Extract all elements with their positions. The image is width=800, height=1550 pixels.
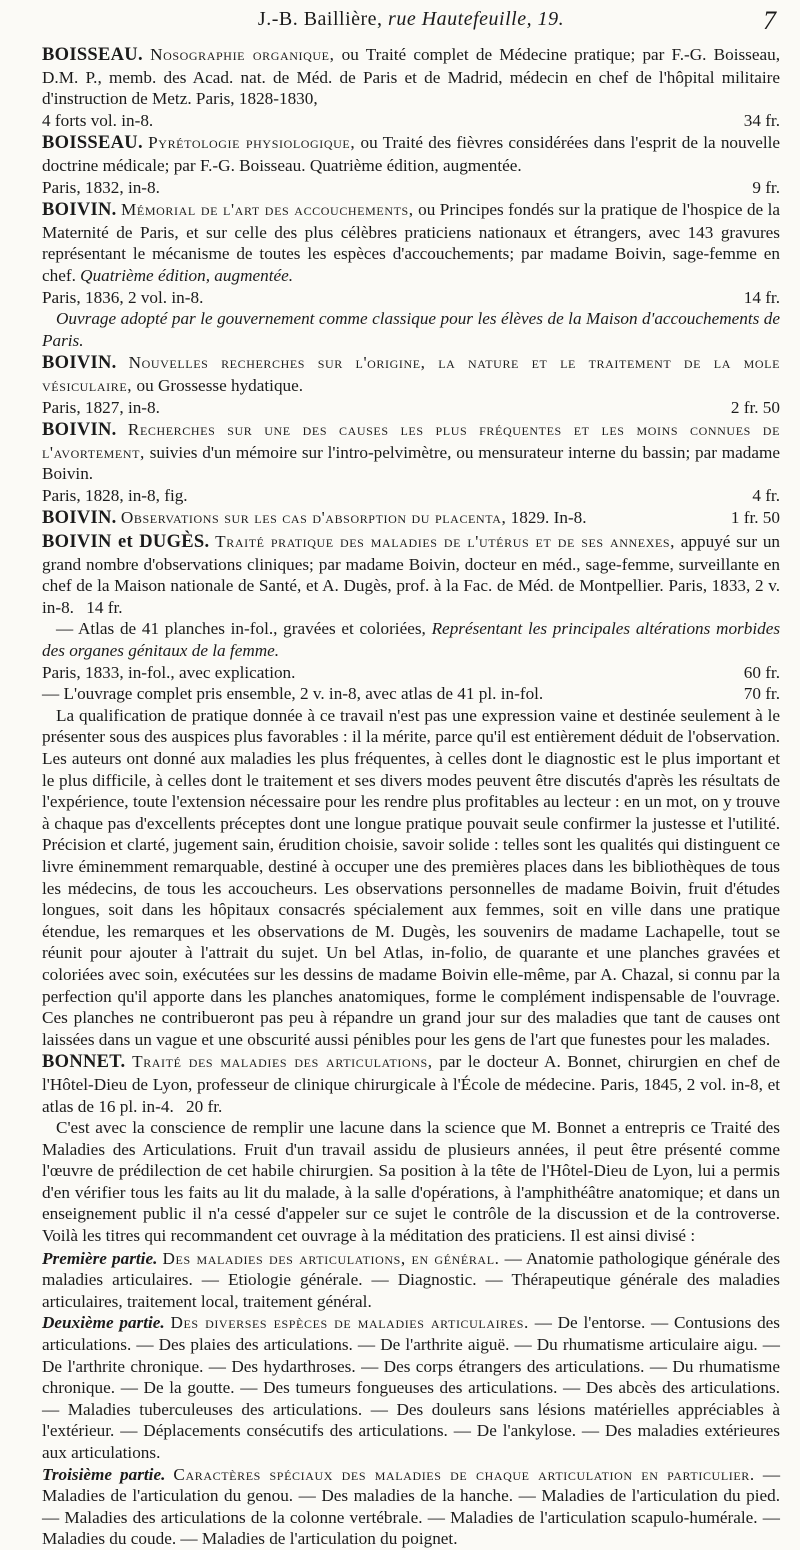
entry-author: BOIVIN. [42, 508, 117, 529]
catalog-entry [42, 352, 780, 418]
entry-title: Traité des maladies des articulations, [132, 1052, 433, 1072]
entry-price: 4 fr. [752, 485, 780, 505]
catalog-entry [42, 419, 780, 506]
entry-author: BOIVIN. [42, 420, 117, 441]
atlas-description: — Atlas de 41 planches in-fol., gravées et coloriées, [56, 619, 426, 639]
entry-remark: Ouvrage adopté par le gouvernement comme classique pour les élèves de la Maison d'accouchements de Paris. [42, 309, 780, 350]
entry-author: BONNET. [42, 1052, 126, 1073]
entry-price: 20 fr. [186, 1096, 223, 1116]
entry-edition: Quatrième édition, augmentée. [80, 265, 294, 285]
entry-description: ou Traité des fièvres considérées dans l'esprit de la nouvelle doctrine médicale; par F.-G. Boisseau. Quatrième édition, augmentée. [42, 133, 781, 175]
section-label: Troisième partie. [42, 1464, 166, 1484]
entry-title: Nosographie organique, [150, 45, 335, 64]
section-text: — De l'entorse. — Contusions des articulations. — Des plaies des articulations. — De l'arthrite aiguë. — Du rhumatisme articulaire aigu. — De l'arthrite chronique. — Des hydarthroses. — Des corps étrangers des articulations. — Du rhumatisme chronique. — De la goutte. — Des tumeurs fongueuses des articulations. — Des abcès des articulations. — Maladies tuberculeuses des articulations. — Des douleurs sans lésions matérielles appréciables à l'extérieur. — Déplacements consécutifs des articulations. — De l'ankylose. — Des maladies extérieures aux articulations. [42, 1313, 780, 1462]
entry-author: BOISSEAU. [42, 133, 143, 154]
section-label: Première partie. [42, 1248, 158, 1268]
entry-title: Mémorial de l'art des accouchements, [121, 200, 414, 220]
catalog-entry [42, 199, 780, 351]
entry-review-note: La qualification de pratique donnée à ce travail n'est pas une expression vaine et destinée seulement à le présenter sous des auspices plus favorables : il la mérite, parce qu'il est entièrement déduit de l'observation. Les auteurs ont donné aux maladies les plus fréquentes, à celles dont le diagnostic est le plus important et le plus difficile, à celles dont le traitement et ses divers modes peuvent être discutés d'après les résultats de l'expérience, toute l'extension nécessaire pour les rendre plus profitables au lecteur : en un mot, on y trouve à chaque pas d'excellents préceptes dont une longue pratique pouvait seule confirmer la justesse et l'utilité. Précision et clarté, jugement sain, érudition choisie, savoir solide : telles sont les qualités qui distinguent ce livre éminemment remarquable, destiné à occuper une des premières places dans les bibliothèques de tous les médecins, de tous les accoucheurs. Les observations personnelles de madame Boivin, fruit d'études longues, soit dans les hôpitaux consacrés spécialement aux femmes, soit en ville dans une pratique étendue, les remarques et les observations de M. Dugès, les souvenirs de madame Lachapelle, tout se réunit pour ajouter à l'attrait du sujet. Un bel Atlas, in-folio, de quarante et une planches gravées et coloriées avec soin, exécutées sur les dessins de madame Boivin elle-même, par A. Chazal, si connu par la perfection qu'il apporte dans les planches anatomiques, forme le complément indispensable de l'ouvrage. Ces planches ne contribueront pas peu à répandre un grand jour sur des maladies que tant de causes ont laissées dans un vague et une obscurité aussi pénibles pour les gens de l'art que funestes pour les malades. [42, 705, 780, 1049]
entry-price-line [42, 397, 780, 419]
entry-author: BOIVIN. [42, 200, 117, 221]
entry-format: Paris, 1832, in-8. [42, 177, 160, 197]
section-text: — Anatomie pathologique générale des maladies articulaires. — Etiologie générale. — Diagnostic. — Thérapeutique générale des maladies articulaires, traitement local, traitement général. [42, 1248, 781, 1311]
entry-price-line [42, 177, 780, 199]
entry-price: 2 fr. 50 [730, 397, 780, 417]
entry-price: 14 fr. [86, 597, 123, 617]
catalog-entry [42, 531, 780, 1050]
entry-author: BOIVIN et DUGÈS. [42, 532, 210, 553]
entry-review-note: C'est avec la conscience de remplir une lacune dans la science que M. Bonnet a entrepris ce Traité des Maladies des Articulations. Fruit d'un travail assidu de plusieurs années, il peut être présenté comme l'œuvre de prédilection de cet habile chirurgien. Sa position à la tête de l'Hôtel-Dieu de Lyon, lui a permis d'en vérifier tous les faits au lit du malade, à la salle d'opérations, à l'amphithéâtre anatomique; et dans un enseignement public il n'a cessé d'appeler sur ce sujet le contrôle de la discussion et de la controverse. Voilà les titres qui recommandent cet ouvrage à la méditation des praticiens. Il est ainsi divisé : [42, 1118, 780, 1246]
catalog-entry [42, 132, 780, 198]
section-heading: Des diverses espèces de maladies articulaires. [170, 1313, 529, 1333]
catalog-entry [42, 1051, 780, 1246]
atlas-title: Représentant les principales altérations morbides des organes génitaux de la femme. [42, 619, 781, 661]
contents-section [42, 1464, 780, 1550]
entry-title: Recherches sur une des causes les plus fréquentes et les moins connues de l'avortement, [42, 420, 780, 462]
entry-title: Pyrétologie physiologique, [148, 133, 356, 153]
complete-work-text: — L'ouvrage complet pris ensemble, 2 v. in-8, avec atlas de 41 pl. in-fol. [42, 684, 544, 704]
entry-description: ou Grossesse hydatique. [136, 375, 304, 395]
entry-price: 34 fr. [743, 110, 780, 130]
entry-format: Paris, 1827, in-8. [42, 397, 160, 417]
entry-title: Observations sur les cas d'absorption du placenta, [120, 508, 507, 528]
entry-format: 4 forts vol. in-8. [42, 110, 154, 130]
entry-price-line [42, 110, 780, 132]
entry-format: Paris, 1828, in-8, fig. [42, 485, 188, 505]
entry-price-line [42, 287, 780, 309]
entry-price: 1 fr. 50 [730, 508, 780, 528]
section-text: — Maladies de l'articulation du genou. — Des maladies de la hanche. — Maladies de l'articulation du pied. — Maladies des articulations de la colonne vertébrale. — Maladies de l'articulation scapulo-humérale. — Maladies du coude. — Maladies de l'articulation du poignet. [42, 1464, 780, 1549]
catalog-entry [42, 44, 780, 131]
entry-description: suivies d'un mémoire sur l'intro-pelvimètre, ou mensurateur interne du bassin; par madame Boivin. [42, 442, 780, 484]
entry-description: ou Principes fondés sur la pratique de l'hospice de la Maternité de Paris, et sur celle des plus célèbres praticiens nationaux et étrangers, avec 143 gravures représentant le mécanisme de toutes les espèces d'accouchements; par madame Boivin, sage-femme en chef. [42, 200, 781, 285]
complete-work-line [42, 683, 780, 705]
publisher-name: J.-B. Baillière, [257, 8, 383, 30]
contents-section [42, 1312, 780, 1463]
section-heading: Caractères spéciaux des maladies de chaque articulation en particulier. [173, 1464, 755, 1484]
entry-title: Nouvelles recherches sur l'origine, la nature et le traitement de la mole vésiculaire, [42, 353, 780, 395]
entry-author: BOIVIN. [42, 353, 117, 374]
entry-format: Paris, 1836, 2 vol. in-8. [42, 287, 204, 307]
entry-price: 9 fr. [752, 177, 780, 197]
entry-price-line [42, 507, 780, 530]
entry-price: 14 fr. [743, 287, 780, 307]
atlas-price: 60 fr. [743, 662, 780, 682]
atlas-price-line [42, 662, 780, 684]
entry-format: 1829. In-8. [510, 508, 587, 528]
complete-work-price: 70 fr. [743, 684, 780, 704]
page-header [42, 0, 780, 44]
contents-section [42, 1248, 780, 1313]
catalog-entry [42, 507, 780, 530]
atlas-format: Paris, 1833, in-fol., avec explication. [42, 662, 296, 682]
entry-description: ou Traité complet de Médecine pratique; par F.-G. Boisseau, D.M. P., memb. des Acad. nat. de Méd. de Paris et de Madrid, médecin en chef de l'hôpital militaire d'instruction de Metz. Paris, 1828-1830, [42, 45, 780, 109]
entry-description: par le docteur A. Bonnet, chirurgien en chef de l'Hôtel-Dieu de Lyon, professeur de clinique chirurgicale à l'École de médecine. Paris, 1845, 2 vol. in-8, et atlas de 16 pl. in-4. [42, 1052, 781, 1116]
page-number: 7 [763, 6, 776, 35]
running-head [42, 8, 780, 31]
entry-price-line [42, 485, 780, 507]
section-heading: Des maladies des articulations, en général. [162, 1248, 500, 1268]
entry-description: appuyé sur un grand nombre d'observations cliniques; par madame Boivin, docteur en méd., sage-femme, surveillante en chef de la Maison nationale de Santé, et A. Dugès, prof. à la Fac. de Méd. de Montpellier. Paris, 1833, 2 v. in-8. [42, 532, 781, 617]
entry-title: Traité pratique des maladies de l'utérus et de ses annexes, [215, 532, 676, 552]
section-label: Deuxième partie. [42, 1313, 165, 1333]
entry-author: BOISSEAU. [42, 45, 143, 65]
publisher-address: rue Hautefeuille, 19. [388, 8, 565, 30]
